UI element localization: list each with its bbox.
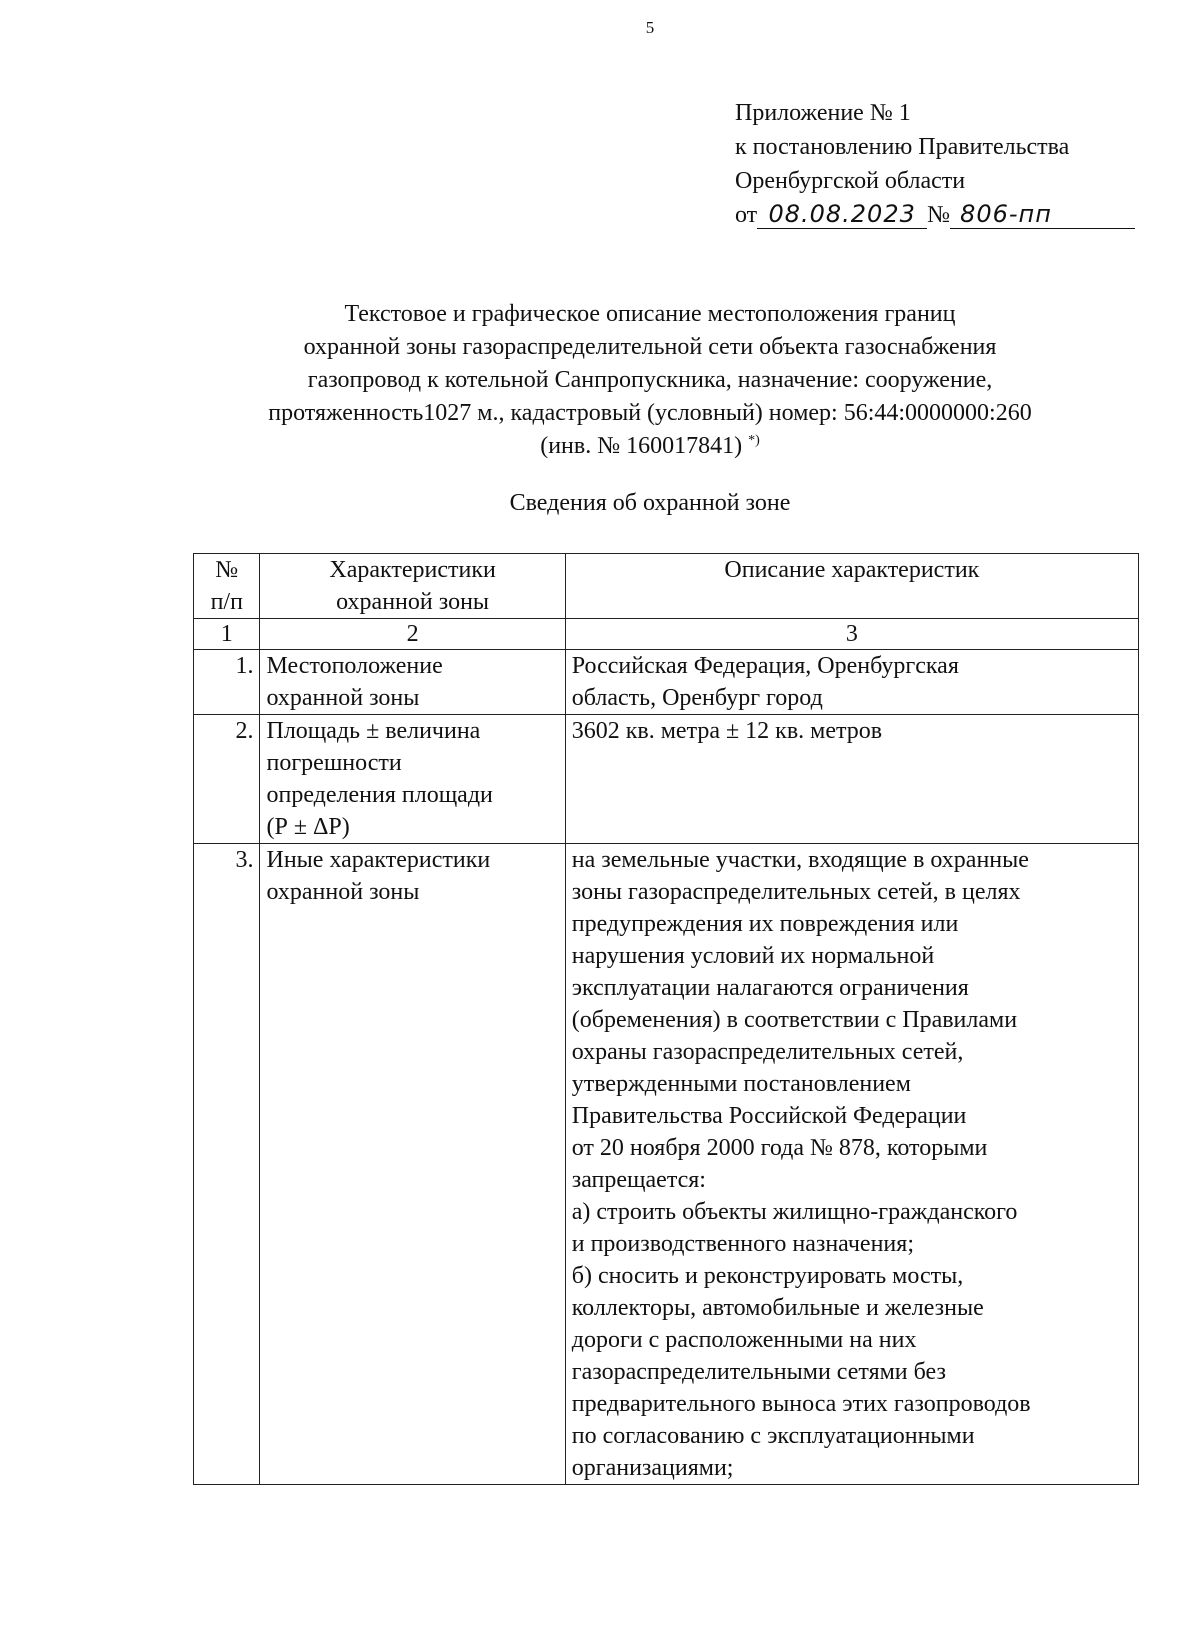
row-description: Российская Федерация, Оренбургская область, Оренбург город [565, 650, 1138, 715]
row-number: 1. [194, 650, 260, 715]
appendix-line-1: Приложение № 1 [735, 100, 911, 126]
index-cell: 2 [260, 619, 565, 650]
handwritten-number: 806-пп [950, 200, 1135, 229]
title-line-5 [0, 430, 1200, 463]
section-subtitle: Сведения об охранной зоне [509, 490, 791, 516]
title-line-2: охранной зоны газораспределительной сети объекта газоснабжения [303, 334, 997, 360]
number-label: № [927, 202, 951, 228]
document-title [0, 298, 1200, 463]
table-row [194, 650, 1139, 715]
protection-zone-table [193, 553, 1139, 1485]
header-characteristic: Характеристики охранной зоны [260, 554, 565, 619]
title-line-3: газопровод к котельной Санпропускника, назначение: сооружение, [307, 367, 993, 393]
page-number: 5 [645, 18, 655, 37]
row-description: 3602 кв. метра ± 12 кв. метров [565, 715, 1138, 844]
footnote-mark: *) [748, 433, 760, 448]
inventory-number: (инв. № 160017841) [540, 433, 743, 459]
table-row [194, 844, 1139, 1485]
index-cell: 3 [565, 619, 1138, 650]
appendix-line-3: Оренбургской области [735, 168, 966, 194]
appendix-line-2: к постановлению Правительства [735, 134, 1070, 160]
header-description: Описание характеристик [565, 554, 1138, 619]
table-index-row [194, 619, 1139, 650]
row-number: 3. [194, 844, 260, 1485]
row-characteristic: Иные характеристики охранной зоны [260, 844, 565, 1485]
title-line-4: протяженность1027 м., кадастровый (условный) номер: 56:44:0000000:260 [268, 400, 1032, 426]
row-characteristic: Площадь ± величина погрешности определения площади (Р ± ΔР) [260, 715, 565, 844]
row-characteristic: Местоположение охранной зоны [260, 650, 565, 715]
header-no: № п/п [194, 554, 260, 619]
index-cell: 1 [194, 619, 260, 650]
table-header-row [194, 554, 1139, 619]
row-number: 2. [194, 715, 260, 844]
from-label: от [735, 202, 758, 228]
appendix-date-line [735, 198, 1135, 232]
appendix-block [735, 96, 1135, 232]
handwritten-date: 08.08.2023 [757, 200, 927, 229]
row-description: на земельные участки, входящие в охранные зоны газораспределительных сетей, в целях предупреждения их повреждения или нарушения условий их нормальной эксплуатации налагаются ограничения (обременения) в соответствии с Правилами охраны газораспределительных сетей, утвержденными постановлением Правительства Российской Федерации от 20 ноября 2000 года № 878, которыми запрещается: а) строить объекты жилищно-гражданского и производственного назначения; б) сносить и реконструировать мосты, коллекторы, автомобильные и железные дороги с расположенными на них газораспределительными сетями без предварительного выноса этих газопроводов по согласованию с эксплуатационными организациями; [565, 844, 1138, 1485]
table-row [194, 715, 1139, 844]
title-line-1: Текстовое и графическое описание местоположения границ [344, 301, 956, 327]
